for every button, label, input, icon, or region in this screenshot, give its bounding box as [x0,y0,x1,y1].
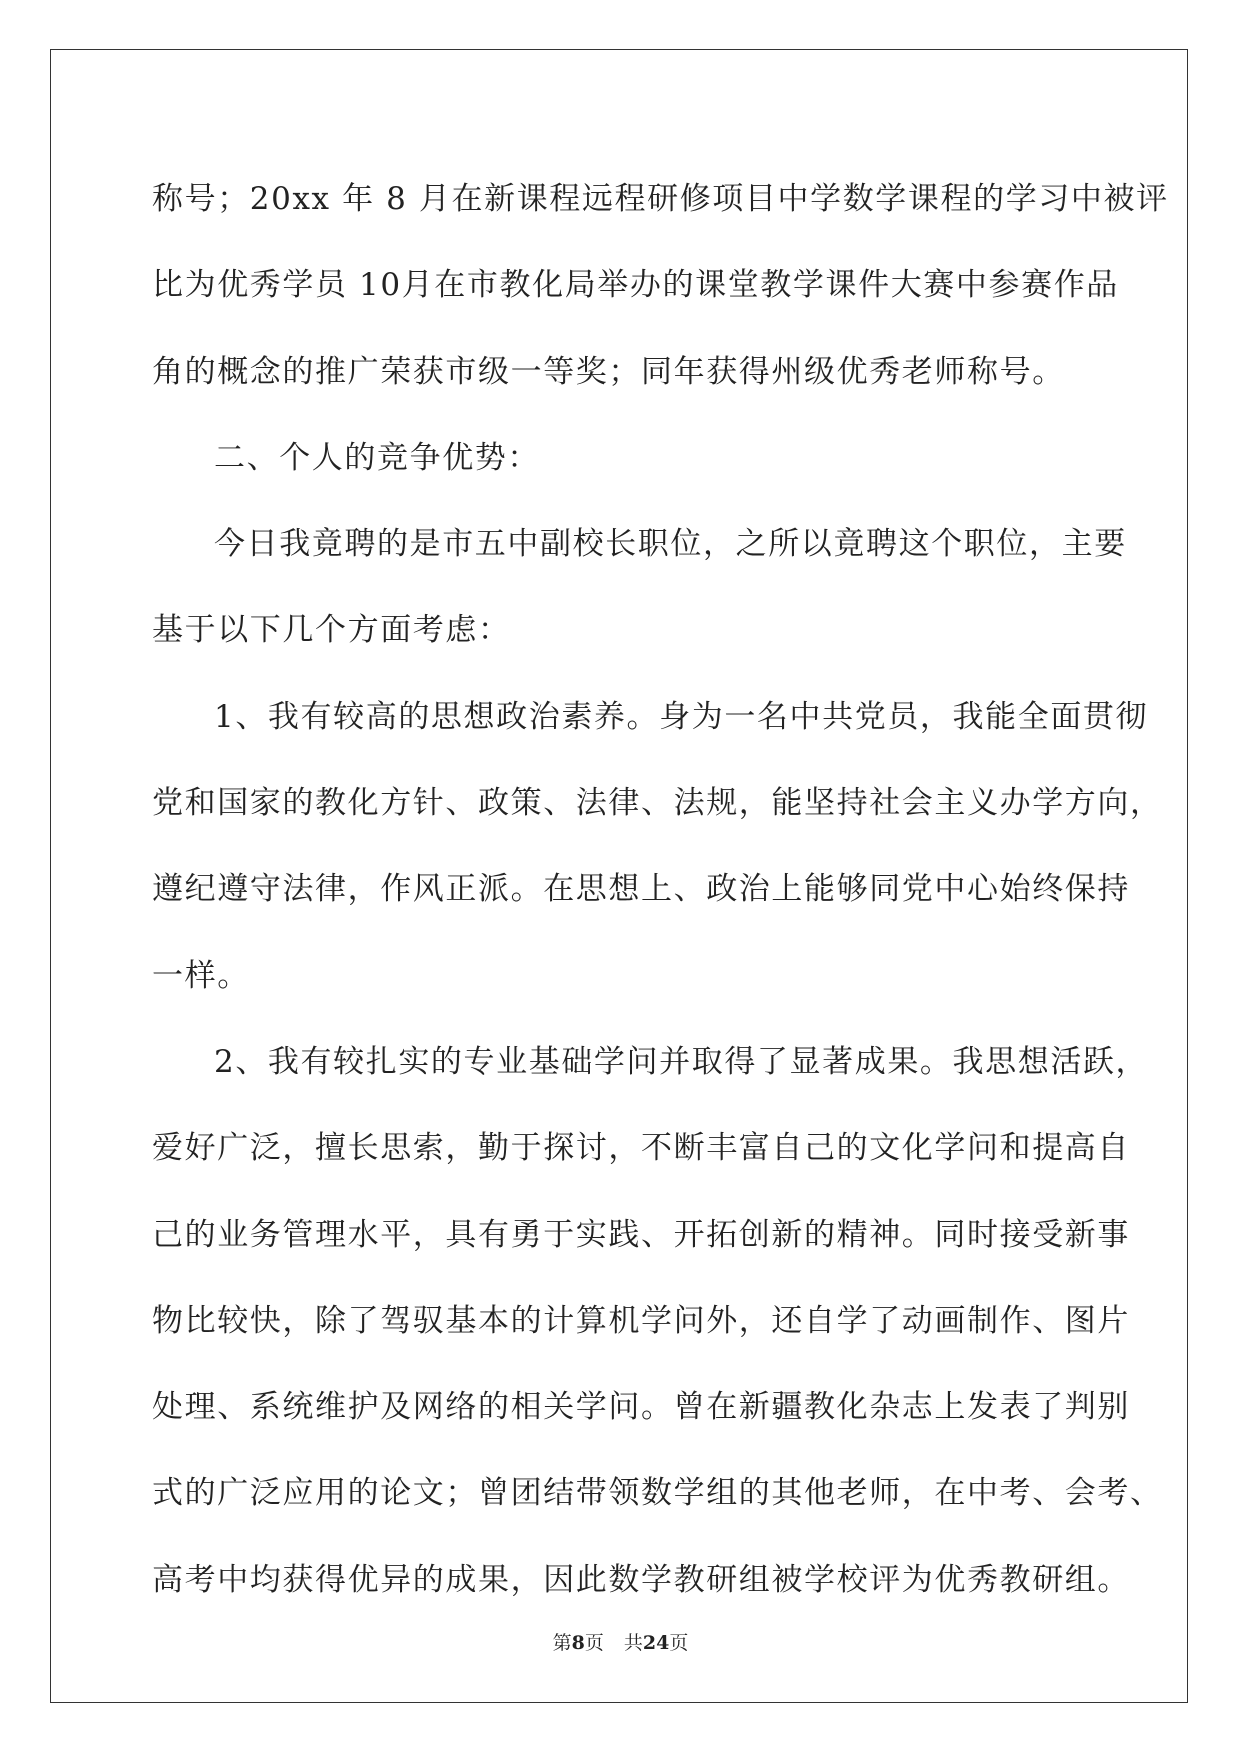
section-heading: 二、个人的竞争优势： [214,439,540,476]
text-line: 式的广泛应用的论文；曾团结带领数学组的其他老师，在中考、会考、 [152,1475,1163,1512]
text-line: 角的概念的推广荣获市级一等奖；同年获得州级优秀老师称号。 [152,353,1065,390]
page-footer [0,1628,1241,1655]
total-prefix: 共 [623,1632,643,1654]
text-line: 称号；20xx 年 8 月在新课程远程研修项目中学数学课程的学习中被评 [152,181,1169,217]
page-prefix: 第 [552,1632,572,1654]
text-line: 1、我有较高的思想政治素养。身为一名中共党员，我能全面贯彻 [214,698,1149,735]
text-line: 基于以下几个方面考虑： [152,612,511,649]
text-line: 爱好广泛，擅长思索，勤于探讨，不断丰富自己的文化学问和提高自 [152,1130,1130,1167]
text-line: 2、我有较扎实的专业基础学问并取得了显著成果。我思想活跃， [214,1043,1149,1080]
text-line: 比为优秀学员 10月在市教化局举办的课堂教学课件大赛中参赛作品 [152,267,1119,304]
text-line: 物比较快，除了驾驭基本的计算机学问外，还自学了动画制作、图片 [152,1302,1130,1339]
text-line: 己的业务管理水平，具有勇于实践、开拓创新的精神。同时接受新事 [152,1216,1130,1253]
text-line: 处理、系统维护及网络的相关学问。曾在新疆教化杂志上发表了判别 [152,1389,1130,1426]
total-suffix: 页 [669,1632,689,1654]
text-line: 高考中均获得优异的成果，因此数学教研组被学校评为优秀教研组。 [152,1561,1130,1598]
total-pages: 24 [642,1632,670,1654]
text-line: 党和国家的教化方针、政策、法律、法规，能坚持社会主义办学方向， [152,785,1163,822]
page-suffix: 页 [584,1632,604,1654]
document-body [152,156,1169,1623]
text-line: 遵纪遵守法律，作风正派。在思想上、政治上能够同党中心始终保持 [152,871,1130,908]
text-line: 今日我竟聘的是市五中副校长职位，之所以竟聘这个职位，主要 [214,526,1127,563]
text-line: 一样。 [152,957,250,994]
page-number: 8 [571,1632,585,1654]
